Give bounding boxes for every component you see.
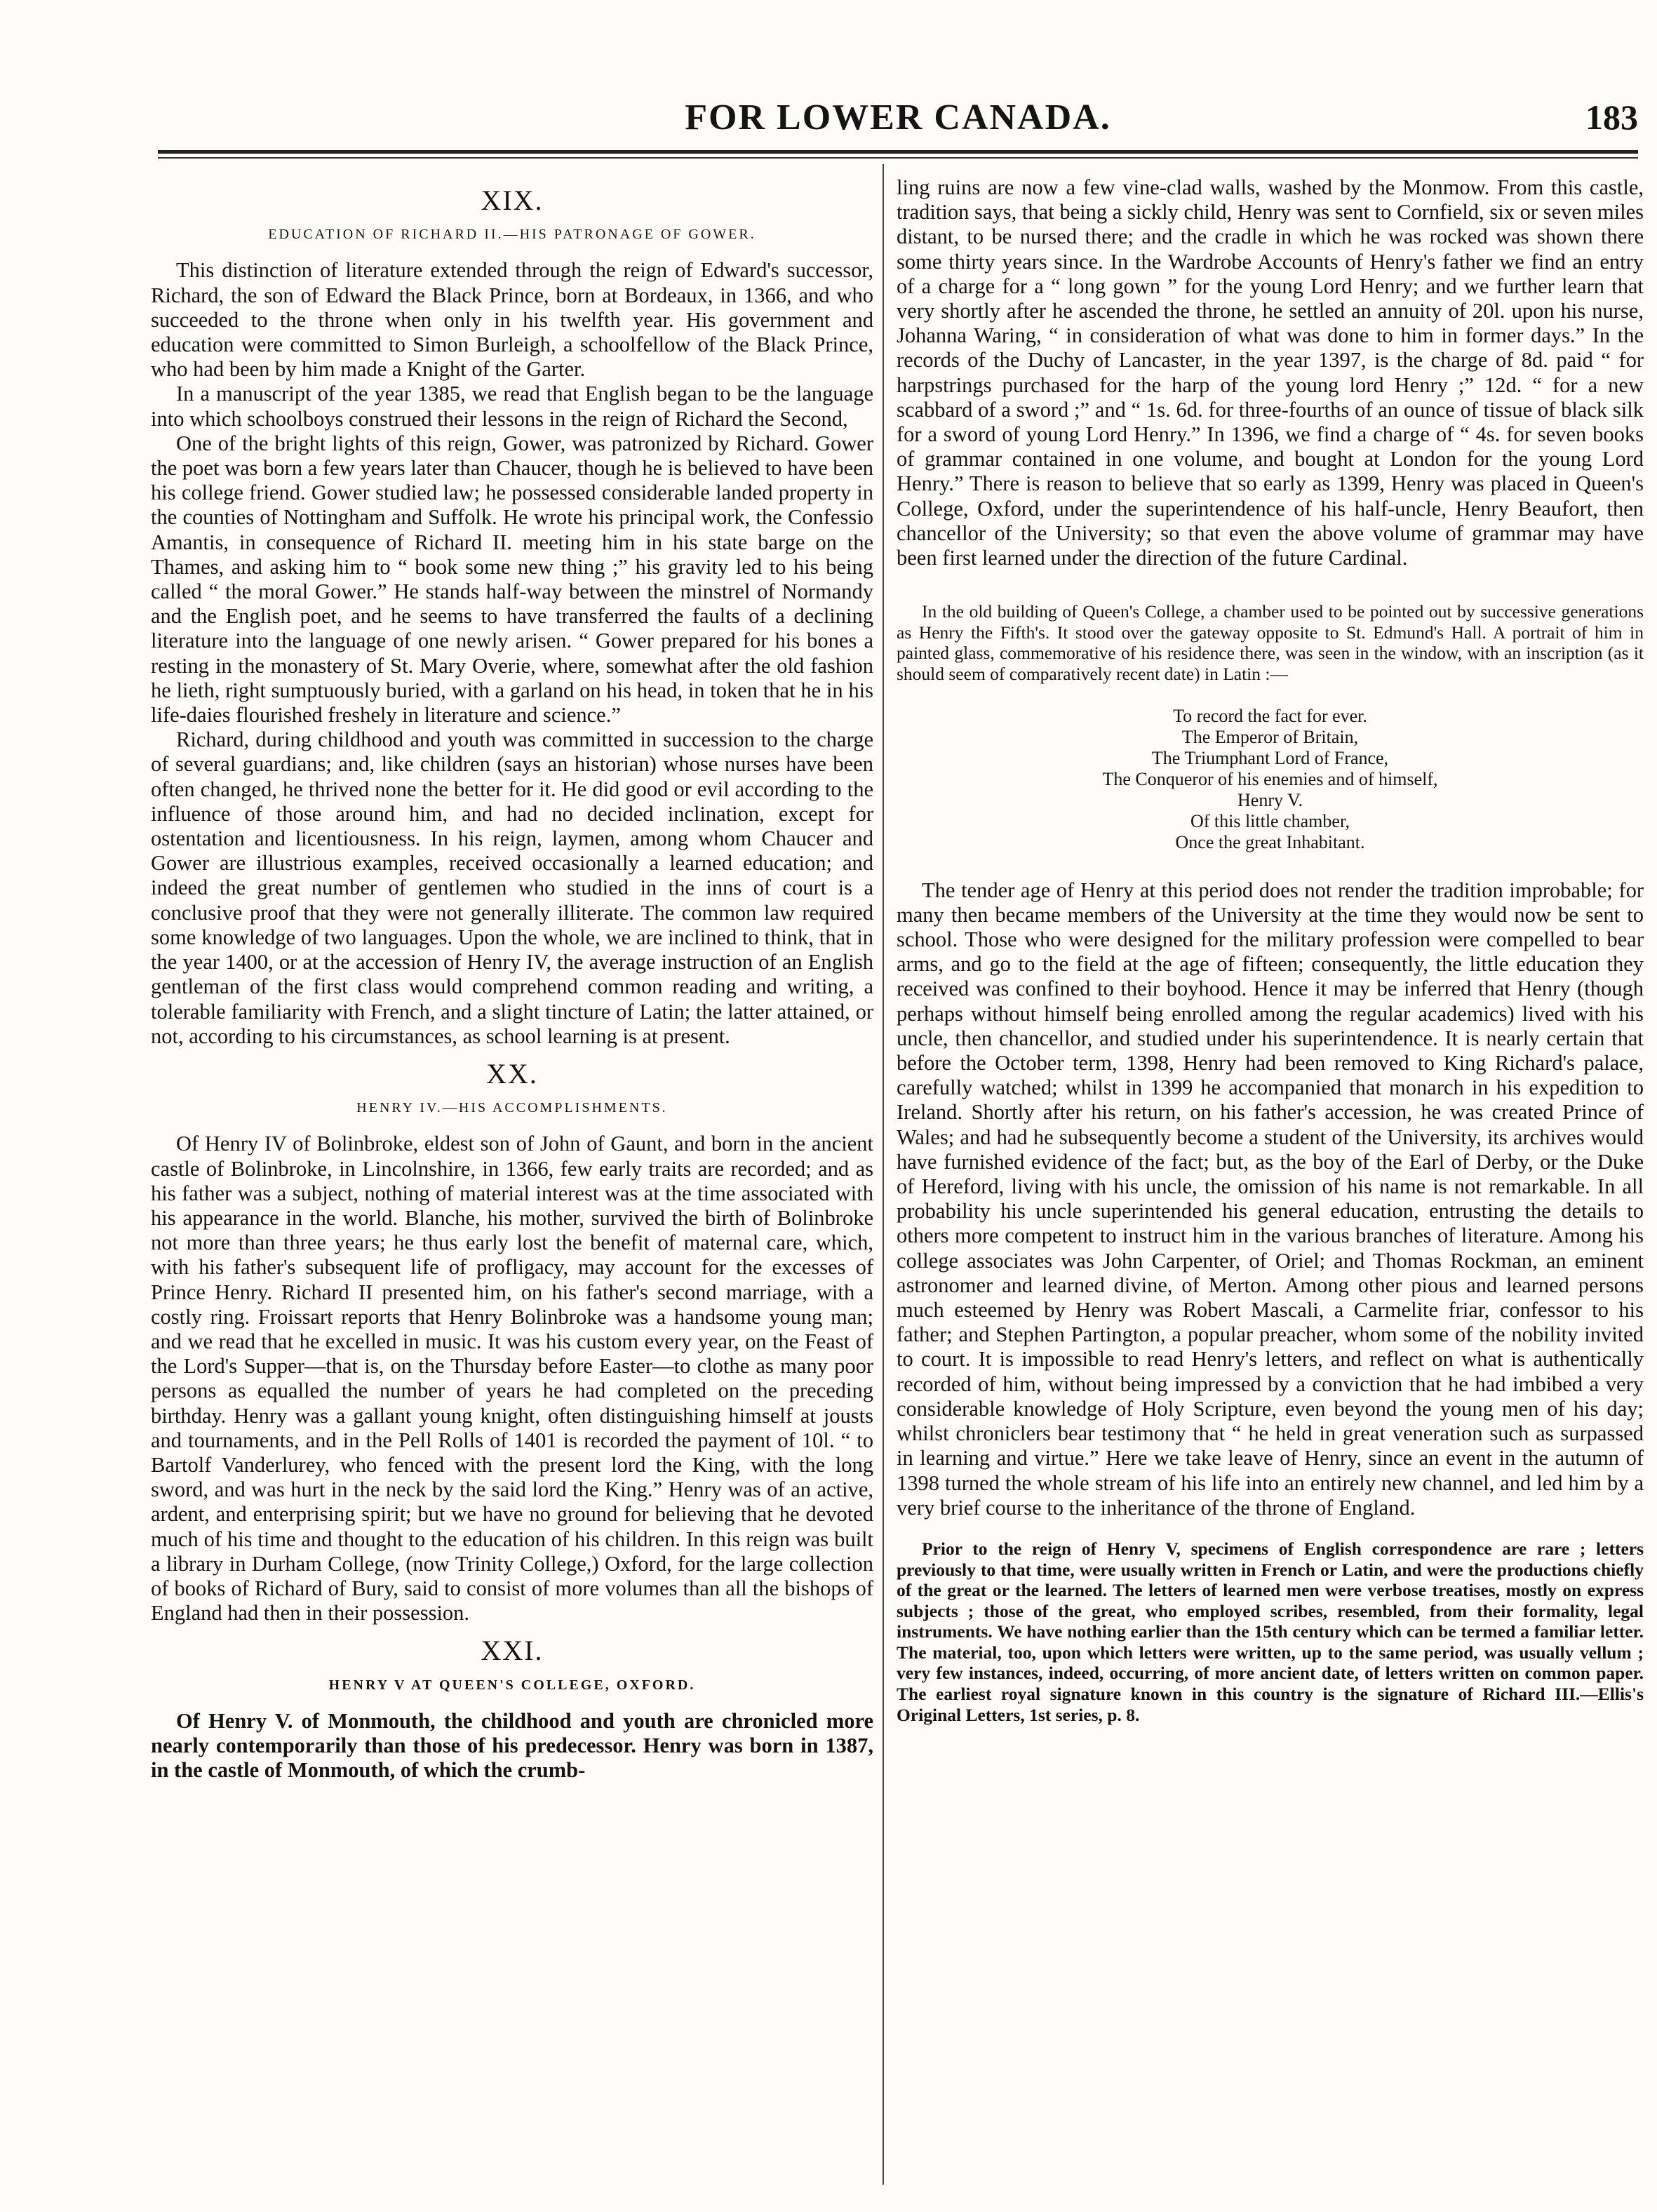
inscription-line: The Triumphant Lord of France, (1151, 747, 1389, 768)
paragraph: Of Henry V. of Monmouth, the childhood and youth are chronicled more nearly contemporarily than those of his predecessor. Henry was born in 1387, in the castle of Monmouth, of which the crumb- (151, 1708, 873, 1783)
paragraph-gap (897, 570, 1644, 601)
column-divider (883, 164, 884, 2185)
paragraph: Of Henry IV of Bolinbroke, eldest son of John of Gaunt, and born in the ancient castle of Bolinbroke, in Lincolnshire, in 1366, few early traits are recorded; and as his father was a subject, nothing of material interest was at the time associated with his appearance in the world. Blanche, his mother, survived the birth of Bolinbroke not more than three years; he thus early lost the benefit of maternal care, which, with his father's subsequent life of profligacy, may account for the excesses of Prince Henry. Richard II presented him, on his father's second marriage, with a costly ring. Froissart reports that Henry Bolinbroke was a handsome young man; and we read that he excelled in music. It was his custom every year, on the Feast of the Lord's Supper—that is, on the Thursday before Easter—to clothe as many poor persons as equalled the number of years he had completed on the preceding birthday. Henry was a gallant young knight, often distinguishing himself at jousts and tournaments, and in the Pell Rolls of 1401 is recorded the payment of 10l. “ to Bartolf Vanderlurey, who fenced with the present lord the King, with the long sword, and was hurt in the neck by the said lord the King.” Henry was of an active, ardent, and enterprising spirit; but we have no ground for believing that he devoted much of his time and thought to the education of his children. In this reign was built a library in Durham College, (now Trinity College,) Oxford, for the large collection of books of Richard of Bury, said to consist of more volumes than all the bishops of England had then in their possession. (151, 1132, 873, 1626)
paragraph: The tender age of Henry at this period does not render the tradition improbable; for many then became members of the University at the time they would now be sent to school. Those who were designed for the military profession were compelled to bear arms, and go to the field at the age of fifteen; consequently, the little education they received was confined to their boyhood. Hence it may be inferred that Henry (though perhaps without himself being enrolled among the regular academics) lived with his uncle, then chancellor, and studied under his superintendence. It is nearly certain that before the October term, 1398, Henry had been removed to King Richard's palace, carefully watched; whilst in 1399 he accompanied that monarch in his expedition to Ireland. Shortly after his return, on his father's accession, he was created Prince of Wales; and had he subsequently become a student of the University, its archives would have furnished evidence of the fact; but, as the boy of the Earl of Derby, or the Duke of Hereford, living with his uncle, the omission of his name is not remarkable. In all probability his uncle superintended his general education, entrusting the details to others more competent to instruct him in the various branches of literature. Among his college associates was John Carpenter, of Oriel; and Thomas Rockman, an eminent astronomer and learned divine, of Merton. Among other pious and learned persons much esteemed by Henry was Robert Mascali, a Carmelite friar, confessor to his father; and Stephen Partington, a popular preacher, whom some of the nobility invited to court. It is impossible to read Henry's letters, and reflect on what is authentically recorded of him, without being impressed by a conviction that he had imbibed a very considerable knowledge of Holy Scripture, even beyond the young men of his day; whilst chroniclers bear testimony that “ he held in great veneration such as surpassed in learning and virtue.” Here we take leave of Henry, since an event in the autumn of 1398 turned the whole stream of his life into an entirely new channel, and led him by a very brief course to the inheritance of the throne of England. (897, 878, 1644, 1520)
paragraph: This distinction of literature extended through the reign of Edward's successor, Richard, the son of Edward the Black Prince, born at Bordeaux, in 1366, and who succeeded to the throne when only in his twelfth year. His government and education were committed to Simon Burleigh, a schoolfellow of the Black Prince, who had been by him made a Knight of the Garter. (151, 258, 873, 382)
inscription-line: Henry V. (1237, 789, 1303, 810)
section-heading-xix: EDUCATION OF RICHARD II.—HIS PATRONAGE OF GOWER. (268, 227, 756, 243)
running-head (158, 97, 1638, 142)
paragraph: Richard, during childhood and youth was committed in succession to the charge of several guardians; and, like children (says an historian) whose nurses have been often changed, he thrived none the better for it. He did good or evil according to the influence of those around him, and had no decided inclination, except for ostentation and licentiousness. In his reign, laymen, among whom Chaucer and Gower are illustrious examples, received occasionally a learned education; and indeed the great number of gentlemen who studied in the inns of court is a conclusive proof that they were not generally illiterate. The common law required some knowledge of two languages. Upon the whole, we are inclined to think, that in the year 1400, or at the accession of Henry IV, the average instruction of an English gentleman of the first class would comprehend common reading and writing, a tolerable familiarity with French, and a slight tincture of Latin; the latter attained, or not, according to his circumstances, as school learning is at present. (151, 728, 873, 1048)
section-numeral-xix: XIX. (481, 185, 544, 216)
inscription-line: The Emperor of Britain, (1181, 726, 1359, 747)
paragraph-gap (897, 1520, 1644, 1539)
footnote: Prior to the reign of Henry V, specimens of English correspondence are rare ; letters previously to that time, were usually written in French or Latin, and were the productions chiefly of the great or the learned. The letters of learned men were verbose treatises, mostly on express subjects ; those of the great, who employed scribes, resembled, from their formality, legal instruments. We have nothing earlier than the 15th century which can be termed a familiar letter. The material, too, upon which letters were written, up to the same period, was usually vellum ; very few instances, indeed, occurring, of more ancient date, of letters written on common paper. The earliest royal signature known in this country is the signature of Richard III.—Ellis's Original Letters, 1st series, p. 8. (897, 1538, 1644, 1725)
inscription-line: The Conqueror of his enemies and of himself, (1102, 768, 1438, 789)
header-rule (158, 150, 1638, 159)
section-heading-xxi: HENRY V AT QUEEN'S COLLEGE, OXFORD. (328, 1677, 696, 1693)
inscription-line: To record the fact for ever. (1173, 705, 1367, 726)
inscription-line: Once the great Inhabitant. (1175, 831, 1365, 852)
right-column (897, 175, 1644, 1725)
paragraph: In a manuscript of the year 1385, we read that English began to be the language into which schoolboys construed their lessons in the reign of Richard the Second, (151, 382, 873, 431)
section-heading-xx: HENRY IV.—HIS ACCOMPLISHMENTS. (356, 1100, 668, 1116)
latin-inscription (897, 706, 1644, 853)
paragraph: In the old building of Queen's College, a chamber used to be pointed out by successive generations as Henry the Fifth's. It stood over the gateway opposite to St. Edmund's Hall. A portrait of him in painted glass, commemorative of his residence there, was seen in the window, with an inscription (as it should seem of comparatively recent date) in Latin :— (897, 601, 1644, 685)
paragraph: One of the bright lights of this reign, Gower, was patronized by Richard. Gower the poet was born a few years later than Chaucer, though he is believed to have been his college friend. Gower studied law; he possessed considerable landed property in the counties of Nottingham and Suffolk. He wrote his principal work, the Confessio Amantis, in consequence of Richard II. meeting him in his state barge on the Thames, and asking him to “ book some new thing ;” his gravity led to his being called “ the moral Gower.” He stands half-way between the minstrel of Normandy and the English poet, and he seems to have transferred the faults of a declining literature into the language of one newly arisen. “ Gower prepared for his bones a resting in the monastery of St. Mary Overie, where, somewhat after the old fashion he lieth, right sumptuously buried, with a garland on his head, in token that he in his life-daies flourished freshely in literature and science.” (151, 431, 873, 728)
section-numeral-xxi: XXI. (481, 1635, 544, 1667)
section-numeral-xx: XX. (486, 1057, 538, 1090)
left-column (151, 175, 873, 1783)
inscription-line: Of this little chamber, (1190, 810, 1350, 831)
paragraph: ling ruins are now a few vine-clad walls, washed by the Monmow. From this castle, tradition says, that being a sickly child, Henry was sent to Cornfield, six or seven miles distant, to be nursed there; and the cradle in which he was rocked was shown there some thirty years since. In the Wardrobe Accounts of Henry's father we find an entry of a charge for a “ long gown ” for the young Lord Henry; and we further learn that very shortly after he ascended the throne, he settled an annuity of 20l. upon his nurse, Johanna Waring, “ in consideration of what was done to him in former days.” In the records of the Duchy of Lancaster, in the year 1397, is the charge of 8d. paid “ for harpstrings purchased for the harp of the young lord Henry ;” 12d. “ for a new scabbard of a sword ;” and “ 1s. 6d. for three-fourths of an ounce of tissue of black silk for a sword of young Lord Henry.” In 1396, we find a charge of “ 4s. for seven books of grammar contained in one volume, and bought at London for the young Lord Henry.” There is reason to believe that so early as 1399, Henry was placed in Queen's College, Oxford, under the superintendence of his half-uncle, Henry Beaufort, then chancellor of the University; so that even the above volume of grammar may have been first learned under the direction of the future Cardinal. (897, 175, 1644, 570)
running-title: FOR LOWER CANADA. (685, 98, 1111, 138)
page-number: 183 (1585, 98, 1638, 137)
